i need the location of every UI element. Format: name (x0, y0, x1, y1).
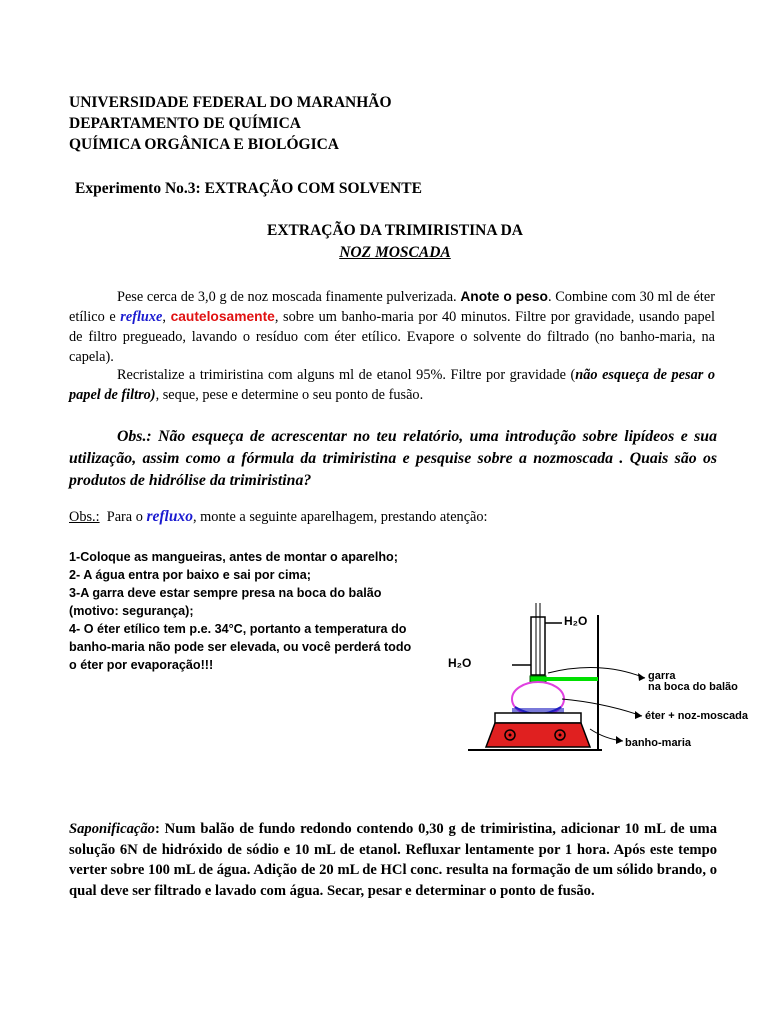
list-item: o éter por evaporação!!! (69, 658, 214, 672)
clamp-label-2: na boca do balão (648, 681, 738, 693)
subtitle-text: NOZ MOSCADA (339, 244, 451, 261)
reflux-apparatus-diagram (440, 595, 765, 760)
p1-text-4: , sobre um banho-maria por 40 minutos. Filtre por gravidade, usando papel de filtro pregueado, lavando o resíduo com éter etílico. Evapore o solvente do filtrado (no banho-maria, na capela). (69, 309, 715, 365)
water-in-label: H₂O (448, 656, 472, 670)
p1-text-2: . Combine com 30 ml de éter etílico e (69, 289, 715, 325)
saponification-label: Saponificação (69, 821, 155, 837)
p1-bold: Anote o peso (460, 289, 548, 304)
university-name: UNIVERSIDADE FEDERAL DO MARANHÃO (69, 94, 392, 111)
heating-plate-icon (486, 723, 590, 747)
department-name: DEPARTAMENTO DE QUÍMICA (69, 115, 301, 132)
condenser (531, 617, 545, 675)
paragraph-2 (69, 365, 715, 405)
obs-reflux (69, 508, 488, 526)
list-item: 3-A garra deve estar sempre presa na boca do balão (69, 586, 382, 600)
bath-label: banho-maria (625, 737, 692, 749)
saponification-text: : Num balão de fundo redondo contendo 0,30 g de trimiristina, adicionar 10 mL de uma solução 6N de hidróxido de sódio e 10 mL de etanol. Refluxar lentamente por 1 hora. Após este tempo verter sobre 100 mL de água. Adição de 20 mL de HCl conc. resulta na formação de um sólido brando, o qual deve ser filtrado e lavado com água. Secar, pesar e determinar o ponto de fusão. (69, 821, 717, 899)
paragraph-1 (69, 287, 715, 367)
obs-text-1: Para o (99, 509, 147, 525)
obs-text-2: , monte a seguinte aparelhagem, prestando atenção: (192, 509, 488, 525)
obs-label: Obs.: (69, 509, 100, 525)
list-item: 2- A água entra por baixo e sai por cima; (69, 568, 311, 582)
p1-text-1: Pese cerca de 3,0 g de noz moscada finamente pulverizada. (117, 289, 461, 305)
instruction-list (69, 548, 449, 674)
p1-reflux: refluxe (120, 309, 163, 325)
p2-text-1: Recristalize a trimiristina com alguns ml de etanol 95%. Filtre por gravidade ( (117, 367, 576, 383)
bath-top (495, 713, 581, 723)
list-item: banho-maria não pode ser elevada, ou você perderá todo (69, 640, 412, 654)
p2-bold-italic: não esqueça de pesar o papel de filtro) (69, 367, 715, 403)
p1-text-3: , (162, 309, 171, 325)
obs-note: Obs.: Não esqueça de acrescentar no teu relatório, uma introdução sobre lipídeos e sua utilização, assim como a fórmula da trimiristina e pesquise sobre a nozmoscada . Quais são os produtos de hidrólise da trimiristina? (69, 428, 717, 489)
list-item: 1-Coloque as mangueiras, antes de montar o aparelho; (69, 550, 398, 564)
obs-reflux-word: refluxo (146, 508, 193, 525)
water-out-label: H₂O (564, 614, 588, 628)
arrow-icon (548, 668, 645, 678)
p2-text-2: , seque, pese e determine o seu ponto de fusão. (155, 387, 424, 403)
page-title: EXTRAÇÃO DA TRIMIRISTINA DA (267, 222, 523, 239)
clamp-label: garra (648, 670, 676, 682)
experiment-title: Experimento No.3: EXTRAÇÃO COM SOLVENTE (75, 180, 422, 197)
flask-label: éter + noz-moscada (645, 710, 749, 722)
saponification-paragraph (69, 819, 717, 901)
course-name: QUÍMICA ORGÂNICA E BIOLÓGICA (69, 136, 339, 153)
page-subtitle (0, 244, 768, 262)
p1-caution: cautelosamente (170, 309, 275, 324)
list-item: 4- O éter etílico tem p.e. 34°C, portanto a temperatura do (69, 622, 407, 636)
list-item: (motivo: segurança); (69, 604, 194, 618)
